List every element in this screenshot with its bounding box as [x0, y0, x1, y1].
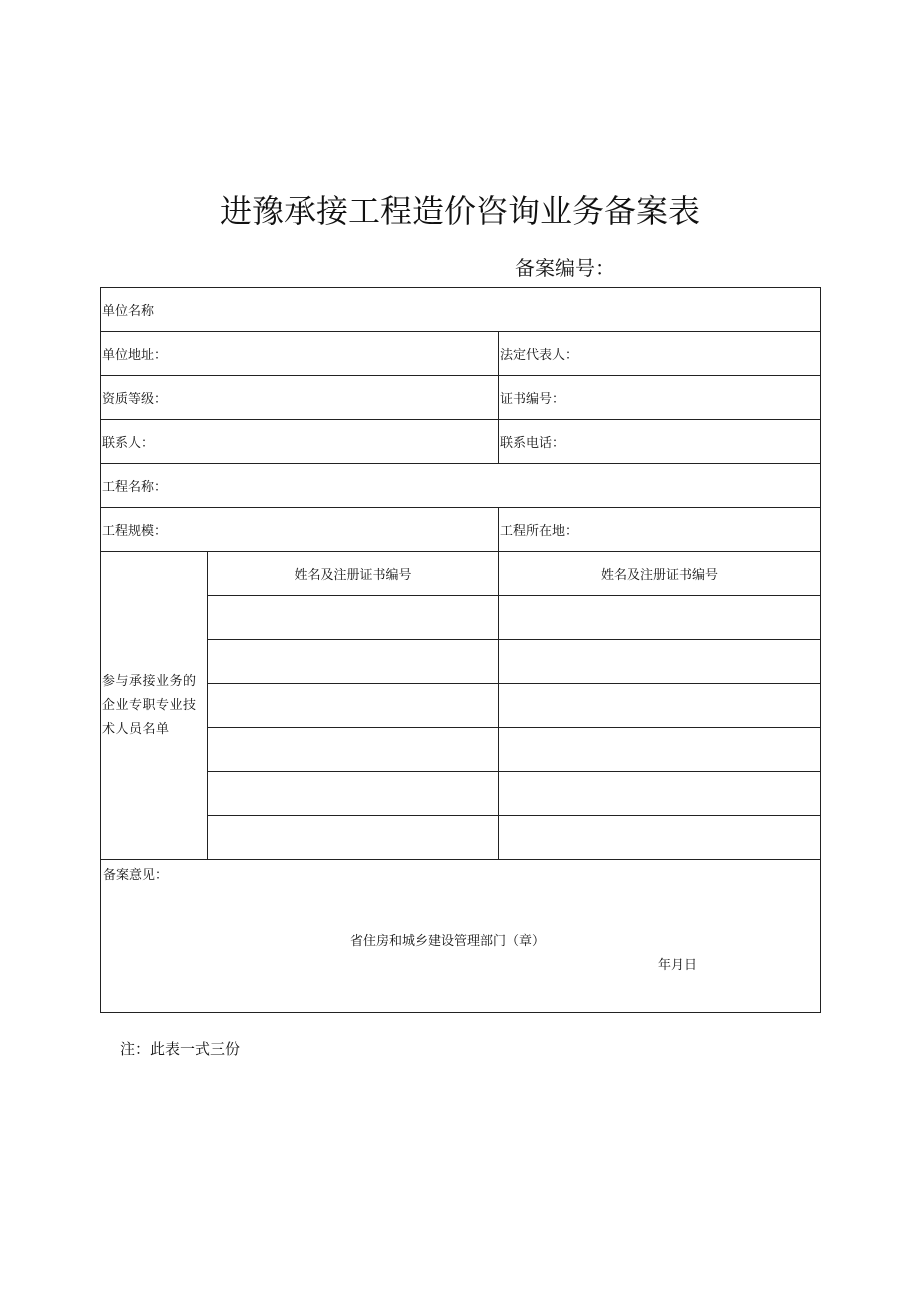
- project-location-field: 工程所在地：: [499, 508, 821, 552]
- form-row-qualification: [101, 376, 821, 420]
- form-row-contact: [101, 420, 821, 464]
- staff-row: [101, 728, 821, 772]
- legal-representative-field: 法定代表人：: [499, 332, 821, 376]
- staff-row: [101, 772, 821, 816]
- staff-row: [101, 684, 821, 728]
- staff-cell-right: [499, 596, 821, 640]
- unit-address-field: 单位地址：: [101, 332, 499, 376]
- certificate-number-field: 证书编号：: [499, 376, 821, 420]
- form-row-address: [101, 332, 821, 376]
- approval-date: 年月日: [658, 958, 698, 973]
- staff-cell-left: [208, 772, 499, 816]
- filing-form-table: [100, 287, 821, 1013]
- staff-row: [101, 596, 821, 640]
- staff-cell-left: [208, 596, 499, 640]
- filing-opinion-label: 备案意见：: [103, 868, 169, 883]
- contact-phone-field: 联系电话：: [499, 420, 821, 464]
- staff-col-header-right: 姓名及注册证书编号: [499, 552, 821, 596]
- footnote: 注：此表一式三份: [120, 1040, 241, 1058]
- approving-department: 省住房和城乡建设管理部门（章）: [350, 934, 546, 949]
- form-row-project-scale: [101, 508, 821, 552]
- unit-name-field: 单位名称: [101, 288, 821, 332]
- form-title: 进豫承接工程造价咨询业务备案表: [219, 192, 700, 230]
- form-row-project-name: [101, 464, 821, 508]
- staff-cell-right: [499, 684, 821, 728]
- staff-row: [101, 816, 821, 860]
- filing-opinion-cell: [101, 860, 821, 1013]
- qualification-field: 资质等级：: [101, 376, 499, 420]
- project-name-field: 工程名称：: [101, 464, 821, 508]
- contact-person-field: 联系人：: [101, 420, 499, 464]
- staff-col-header-left: 姓名及注册证书编号: [208, 552, 499, 596]
- staff-cell-left: [208, 640, 499, 684]
- project-scale-field: 工程规模：: [101, 508, 499, 552]
- staff-cell-right: [499, 772, 821, 816]
- staff-cell-left: [208, 728, 499, 772]
- staff-cell-right: [499, 728, 821, 772]
- staff-cell-right: [499, 640, 821, 684]
- opinion-row: [101, 860, 821, 1013]
- staff-row: [101, 640, 821, 684]
- staff-header-row: [101, 552, 821, 596]
- form-row-unit-name: [101, 288, 821, 332]
- staff-list-label: 参与承接业务的企业专职专业技术人员名单: [101, 552, 208, 860]
- staff-cell-left: [208, 816, 499, 860]
- staff-cell-left: [208, 684, 499, 728]
- staff-cell-right: [499, 816, 821, 860]
- record-number-label: 备案编号：: [515, 256, 615, 280]
